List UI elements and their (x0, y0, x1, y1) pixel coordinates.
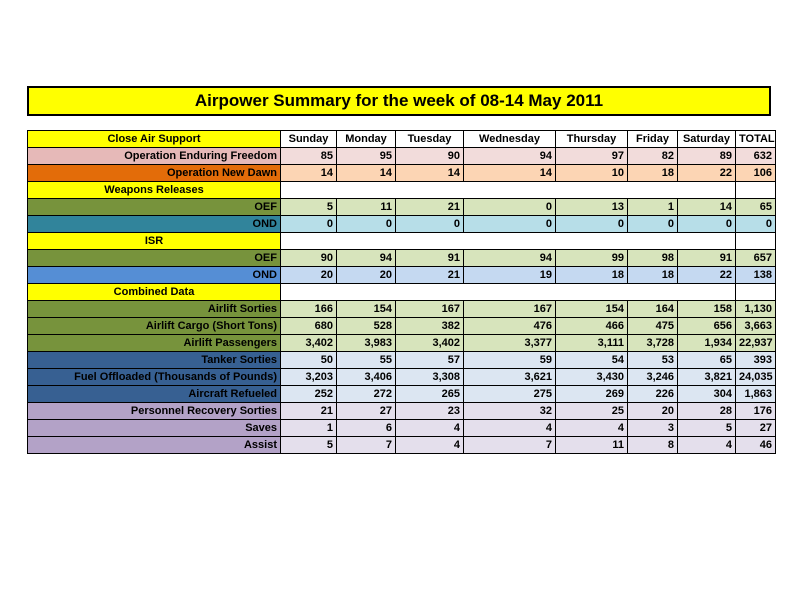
table-row (28, 216, 776, 233)
value-cell-tuesday: 167 (396, 301, 464, 318)
value-cell-monday: 55 (337, 352, 396, 369)
value-cell-thursday: 4 (556, 420, 628, 437)
row-label: Airlift Cargo (Short Tons) (28, 318, 281, 335)
value-cell-sunday: 20 (281, 267, 337, 284)
column-header-thursday: Thursday (556, 131, 628, 148)
column-header-sunday: Sunday (281, 131, 337, 148)
value-cell-total: 393 (736, 352, 776, 369)
value-cell-total: 0 (736, 216, 776, 233)
blank-cell (281, 233, 736, 250)
section-row (28, 182, 776, 199)
table-row (28, 403, 776, 420)
value-cell-total: 106 (736, 165, 776, 182)
value-cell-sunday: 14 (281, 165, 337, 182)
value-cell-thursday: 97 (556, 148, 628, 165)
value-cell-friday: 18 (628, 165, 678, 182)
table-row (28, 267, 776, 284)
value-cell-monday: 154 (337, 301, 396, 318)
table-row (28, 318, 776, 335)
row-label: Operation New Dawn (28, 165, 281, 182)
value-cell-monday: 7 (337, 437, 396, 454)
value-cell-wednesday: 94 (464, 250, 556, 267)
value-cell-monday: 94 (337, 250, 396, 267)
value-cell-tuesday: 57 (396, 352, 464, 369)
value-cell-total: 1,130 (736, 301, 776, 318)
value-cell-tuesday: 21 (396, 199, 464, 216)
section-label: Weapons Releases (28, 182, 281, 199)
value-cell-friday: 98 (628, 250, 678, 267)
row-label: Personnel Recovery Sorties (28, 403, 281, 420)
value-cell-thursday: 269 (556, 386, 628, 403)
value-cell-saturday: 22 (678, 267, 736, 284)
value-cell-tuesday: 90 (396, 148, 464, 165)
value-cell-monday: 27 (337, 403, 396, 420)
value-cell-friday: 3,246 (628, 369, 678, 386)
value-cell-wednesday: 94 (464, 148, 556, 165)
value-cell-total: 657 (736, 250, 776, 267)
value-cell-monday: 6 (337, 420, 396, 437)
value-cell-wednesday: 3,621 (464, 369, 556, 386)
value-cell-tuesday: 21 (396, 267, 464, 284)
value-cell-friday: 226 (628, 386, 678, 403)
value-cell-friday: 3 (628, 420, 678, 437)
value-cell-friday: 8 (628, 437, 678, 454)
value-cell-saturday: 65 (678, 352, 736, 369)
value-cell-saturday: 3,821 (678, 369, 736, 386)
value-cell-friday: 1 (628, 199, 678, 216)
value-cell-sunday: 85 (281, 148, 337, 165)
value-cell-monday: 528 (337, 318, 396, 335)
value-cell-wednesday: 4 (464, 420, 556, 437)
value-cell-tuesday: 265 (396, 386, 464, 403)
value-cell-total: 176 (736, 403, 776, 420)
value-cell-thursday: 18 (556, 267, 628, 284)
value-cell-wednesday: 167 (464, 301, 556, 318)
value-cell-sunday: 680 (281, 318, 337, 335)
value-cell-saturday: 304 (678, 386, 736, 403)
value-cell-tuesday: 3,308 (396, 369, 464, 386)
table-row (28, 420, 776, 437)
table-row (28, 199, 776, 216)
value-cell-friday: 0 (628, 216, 678, 233)
table-row (28, 335, 776, 352)
value-cell-thursday: 25 (556, 403, 628, 420)
blank-cell (736, 182, 776, 199)
row-label: OND (28, 216, 281, 233)
row-label: Aircraft Refueled (28, 386, 281, 403)
table-row (28, 352, 776, 369)
value-cell-thursday: 13 (556, 199, 628, 216)
value-cell-monday: 3,983 (337, 335, 396, 352)
value-cell-thursday: 3,111 (556, 335, 628, 352)
table-row (28, 386, 776, 403)
section-label: Close Air Support (28, 131, 281, 148)
value-cell-saturday: 4 (678, 437, 736, 454)
value-cell-wednesday: 0 (464, 199, 556, 216)
column-header-wednesday: Wednesday (464, 131, 556, 148)
table-row (28, 250, 776, 267)
value-cell-saturday: 1,934 (678, 335, 736, 352)
blank-cell (281, 182, 736, 199)
row-label: OEF (28, 250, 281, 267)
value-cell-thursday: 10 (556, 165, 628, 182)
value-cell-saturday: 14 (678, 199, 736, 216)
value-cell-saturday: 5 (678, 420, 736, 437)
value-cell-friday: 475 (628, 318, 678, 335)
value-cell-monday: 3,406 (337, 369, 396, 386)
value-cell-saturday: 0 (678, 216, 736, 233)
value-cell-monday: 0 (337, 216, 396, 233)
column-header-total: TOTAL (736, 131, 776, 148)
value-cell-sunday: 21 (281, 403, 337, 420)
row-label: Fuel Offloaded (Thousands of Pounds) (28, 369, 281, 386)
value-cell-friday: 20 (628, 403, 678, 420)
value-cell-wednesday: 32 (464, 403, 556, 420)
value-cell-tuesday: 91 (396, 250, 464, 267)
value-cell-total: 27 (736, 420, 776, 437)
value-cell-wednesday: 14 (464, 165, 556, 182)
table-row (28, 369, 776, 386)
value-cell-thursday: 0 (556, 216, 628, 233)
value-cell-thursday: 11 (556, 437, 628, 454)
row-label: Airlift Sorties (28, 301, 281, 318)
value-cell-sunday: 1 (281, 420, 337, 437)
section-label: Combined Data (28, 284, 281, 301)
value-cell-total: 1,863 (736, 386, 776, 403)
row-label: Operation Enduring Freedom (28, 148, 281, 165)
row-label: Assist (28, 437, 281, 454)
value-cell-sunday: 50 (281, 352, 337, 369)
value-cell-thursday: 54 (556, 352, 628, 369)
value-cell-tuesday: 0 (396, 216, 464, 233)
section-label: ISR (28, 233, 281, 250)
blank-cell (281, 284, 736, 301)
value-cell-monday: 95 (337, 148, 396, 165)
value-cell-friday: 18 (628, 267, 678, 284)
value-cell-wednesday: 7 (464, 437, 556, 454)
value-cell-monday: 20 (337, 267, 396, 284)
section-row (28, 131, 776, 148)
value-cell-sunday: 3,402 (281, 335, 337, 352)
blank-cell (736, 233, 776, 250)
value-cell-sunday: 5 (281, 199, 337, 216)
row-label: OEF (28, 199, 281, 216)
value-cell-sunday: 3,203 (281, 369, 337, 386)
value-cell-friday: 164 (628, 301, 678, 318)
value-cell-sunday: 0 (281, 216, 337, 233)
section-row (28, 233, 776, 250)
page-title: Airpower Summary for the week of 08-14 May 2011 (27, 86, 771, 116)
value-cell-sunday: 252 (281, 386, 337, 403)
column-header-friday: Friday (628, 131, 678, 148)
value-cell-thursday: 466 (556, 318, 628, 335)
value-cell-friday: 53 (628, 352, 678, 369)
value-cell-thursday: 99 (556, 250, 628, 267)
row-label: Airlift Passengers (28, 335, 281, 352)
table-row (28, 148, 776, 165)
table-row (28, 437, 776, 454)
value-cell-friday: 3,728 (628, 335, 678, 352)
value-cell-total: 3,663 (736, 318, 776, 335)
value-cell-sunday: 90 (281, 250, 337, 267)
value-cell-tuesday: 14 (396, 165, 464, 182)
value-cell-saturday: 158 (678, 301, 736, 318)
blank-cell (736, 284, 776, 301)
value-cell-thursday: 154 (556, 301, 628, 318)
table-row (28, 301, 776, 318)
value-cell-total: 65 (736, 199, 776, 216)
value-cell-total: 138 (736, 267, 776, 284)
value-cell-monday: 272 (337, 386, 396, 403)
row-label: OND (28, 267, 281, 284)
column-header-saturday: Saturday (678, 131, 736, 148)
airpower-summary-table (27, 130, 776, 454)
value-cell-sunday: 166 (281, 301, 337, 318)
value-cell-tuesday: 4 (396, 420, 464, 437)
value-cell-total: 632 (736, 148, 776, 165)
value-cell-monday: 14 (337, 165, 396, 182)
value-cell-wednesday: 59 (464, 352, 556, 369)
value-cell-thursday: 3,430 (556, 369, 628, 386)
value-cell-wednesday: 19 (464, 267, 556, 284)
value-cell-saturday: 22 (678, 165, 736, 182)
value-cell-tuesday: 4 (396, 437, 464, 454)
value-cell-total: 22,937 (736, 335, 776, 352)
value-cell-saturday: 656 (678, 318, 736, 335)
value-cell-friday: 82 (628, 148, 678, 165)
section-row (28, 284, 776, 301)
row-label: Tanker Sorties (28, 352, 281, 369)
value-cell-saturday: 89 (678, 148, 736, 165)
value-cell-saturday: 91 (678, 250, 736, 267)
column-header-tuesday: Tuesday (396, 131, 464, 148)
table-body (28, 131, 776, 454)
row-label: Saves (28, 420, 281, 437)
value-cell-wednesday: 275 (464, 386, 556, 403)
value-cell-total: 46 (736, 437, 776, 454)
table-row (28, 165, 776, 182)
value-cell-tuesday: 3,402 (396, 335, 464, 352)
value-cell-total: 24,035 (736, 369, 776, 386)
value-cell-monday: 11 (337, 199, 396, 216)
value-cell-saturday: 28 (678, 403, 736, 420)
value-cell-tuesday: 382 (396, 318, 464, 335)
value-cell-wednesday: 0 (464, 216, 556, 233)
column-header-monday: Monday (337, 131, 396, 148)
value-cell-wednesday: 476 (464, 318, 556, 335)
value-cell-tuesday: 23 (396, 403, 464, 420)
value-cell-wednesday: 3,377 (464, 335, 556, 352)
value-cell-sunday: 5 (281, 437, 337, 454)
